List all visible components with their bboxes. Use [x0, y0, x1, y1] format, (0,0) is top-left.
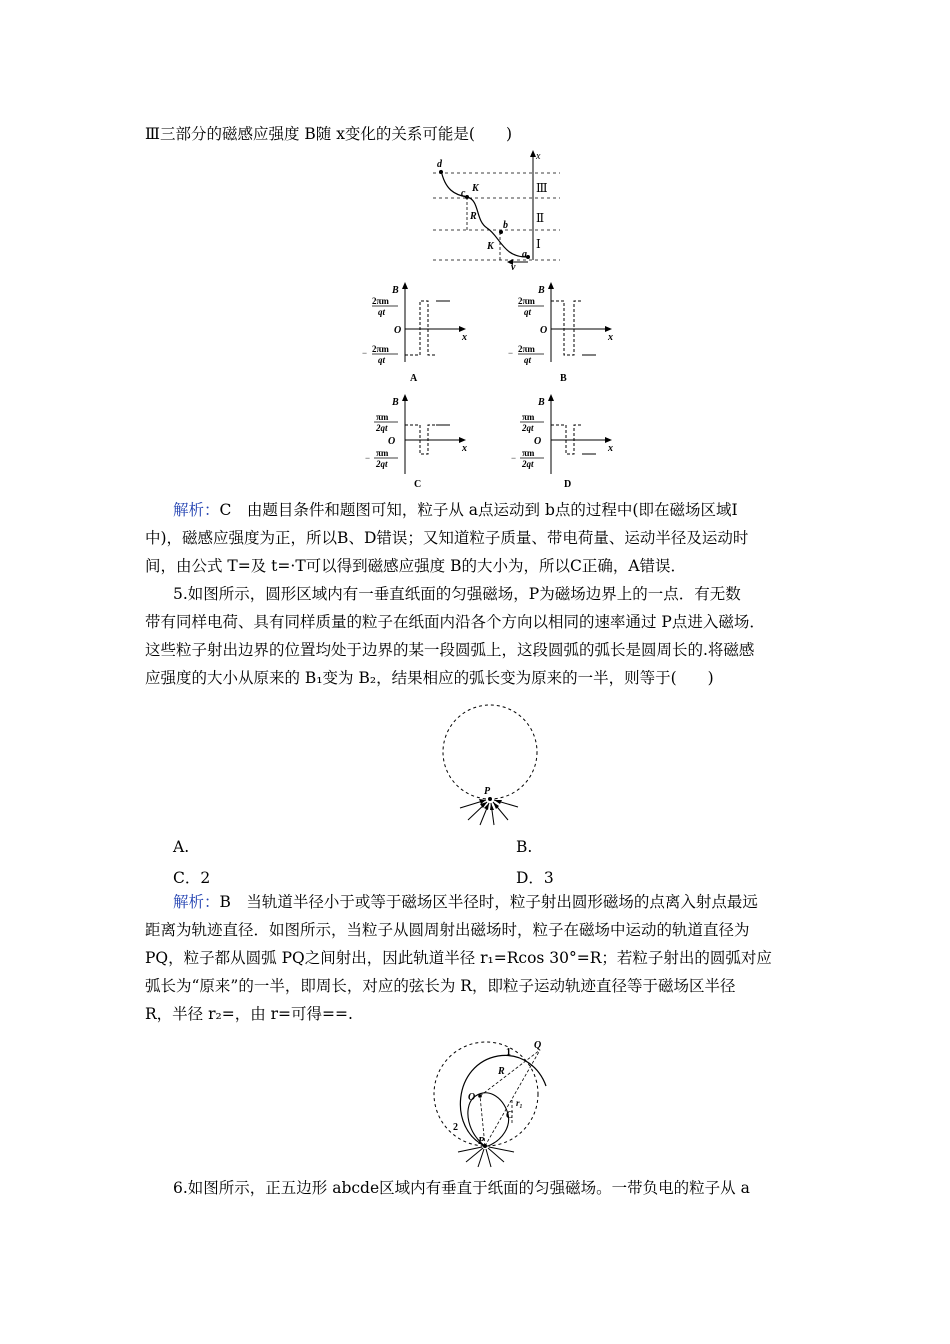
svg-text:x: x — [608, 332, 613, 343]
point-c: C — [506, 1110, 513, 1121]
svg-text:−: − — [508, 348, 514, 358]
svg-text:πm: πm — [376, 412, 389, 422]
svg-text:2πm: 2πm — [518, 344, 535, 354]
region-2-label: Ⅱ — [536, 211, 545, 225]
svg-text:qt: qt — [378, 307, 386, 317]
ans5-line-3: PQ，粒子都从圆弧 PQ之间射出，因此轨道半径 r₁=Rcos 30°=R；若粒子射出的圆弧对应 — [145, 949, 772, 967]
label-2: 2 — [453, 1122, 458, 1133]
circle-trajectory-figure — [428, 1034, 558, 1168]
svg-text:πm: πm — [522, 412, 535, 422]
caption-c: C — [414, 479, 422, 490]
svg-text:πm: πm — [376, 448, 389, 458]
caption-d: D — [564, 479, 572, 490]
caption-a: A — [410, 373, 418, 384]
svg-text:−: − — [365, 453, 371, 463]
svg-text:qt: qt — [524, 307, 532, 317]
svg-text:πm: πm — [522, 448, 535, 458]
graph-d — [508, 394, 628, 490]
trajectory-figure — [425, 150, 565, 272]
svg-text:x: x — [462, 332, 467, 343]
svg-text:O: O — [394, 325, 402, 336]
label-r: R — [470, 211, 477, 222]
svg-text:−: − — [511, 453, 517, 463]
field-boundary — [434, 1042, 538, 1146]
circle-figure — [430, 700, 550, 830]
svg-text:−: − — [362, 348, 368, 358]
point-o: O — [468, 1092, 476, 1103]
svg-text:2qt: 2qt — [522, 459, 534, 469]
region-1-label: Ⅰ — [536, 237, 541, 251]
svg-text:O: O — [534, 436, 542, 447]
q5-line-3: 这些粒子射出边界的位置均处于边界的某一段圆弧上，这段圆弧的弧长是圆周长的.将磁感 — [145, 641, 755, 659]
ans4-line-3: 间，由公式 T=及 t=·T可以得到磁感应强度 B的大小为，所以C正确，A错误． — [145, 557, 687, 575]
option-d: D．3 — [516, 869, 554, 887]
answer-label: 解析： — [173, 893, 220, 911]
field-boundary — [443, 705, 537, 799]
svg-text:x: x — [608, 443, 613, 454]
q5-line-1: 5.如图所示，圆形区域内有一垂直纸面的匀强磁场，P为磁场边界上的一点．有无数 — [173, 585, 741, 603]
point-b: b — [503, 220, 508, 231]
label-r: R — [498, 1066, 505, 1077]
label-r1: r₁ — [516, 1098, 523, 1108]
svg-text:qt: qt — [378, 355, 386, 365]
svg-text:2qt: 2qt — [376, 423, 388, 433]
ans4-line-1: 解析：C 由题目条件和题图可知，粒子从 a点运动到 b点的过程中(即在磁场区域Ⅰ — [173, 501, 738, 519]
label-1: 1 — [506, 1047, 511, 1058]
label-k-top: K — [472, 183, 479, 194]
q5-line-4: 应强度的大小从原来的 B₁变为 B₂，结果相应的弧长变为原来的一半，则等于( ) — [145, 669, 714, 687]
point-q: Q — [534, 1040, 542, 1051]
point-p: P — [484, 786, 491, 797]
ans5-line-4: 弧长为“原来”的一半，即周长，对应的弦长为 R，即粒子运动轨迹直径等于磁场区半径 — [145, 977, 736, 995]
q5-line-2: 带有同样电荷、具有同样质量的粒子在纸面内沿各个方向以相同的速率通过 P点进入磁场． — [145, 613, 765, 631]
svg-text:B: B — [392, 397, 399, 408]
q4-stem: Ⅲ三部分的磁感应强度 B随 x变化的关系可能是( ) — [145, 125, 513, 143]
trajectory-curve — [441, 170, 528, 257]
graph-c — [362, 394, 482, 490]
svg-text:O: O — [388, 436, 396, 447]
option-c: C．2 — [173, 869, 211, 887]
svg-text:B: B — [538, 285, 545, 296]
option-a: A. — [173, 838, 190, 856]
ans5-line-5: R，半径 r₂=，由 r=可得==. — [145, 1005, 353, 1023]
x-axis-label: x — [536, 151, 541, 162]
svg-text:qt: qt — [524, 355, 532, 365]
point-d: d — [437, 159, 442, 170]
point-c: c — [461, 188, 466, 199]
graph-b — [508, 282, 628, 384]
graph-a — [362, 282, 482, 384]
svg-text:2πm: 2πm — [518, 296, 535, 306]
svg-text:B: B — [392, 285, 399, 296]
point-a: a — [522, 249, 527, 260]
svg-text:O: O — [540, 325, 548, 336]
region-3-label: Ⅲ — [536, 181, 548, 195]
caption-b: B — [560, 373, 567, 384]
point-p: P — [478, 1136, 485, 1147]
ans4-line-2: 中)，磁感应强度为正，所以B、D错误；又知道粒子质量、带电荷量、运动半径及运动时 — [145, 529, 749, 547]
label-k-bottom: K — [487, 241, 494, 252]
answer-label: 解析： — [173, 501, 220, 519]
svg-text:2πm: 2πm — [372, 296, 389, 306]
svg-text:2qt: 2qt — [522, 423, 534, 433]
svg-text:x: x — [462, 443, 467, 454]
svg-text:2qt: 2qt — [376, 459, 388, 469]
svg-text:2πm: 2πm — [372, 344, 389, 354]
velocity-label: v — [511, 262, 516, 272]
ans5-line-2: 距离为轨迹直径．如图所示，当粒子从圆周射出磁场时，粒子在磁场中运动的轨道直径为 — [145, 921, 750, 939]
svg-text:B: B — [538, 397, 545, 408]
option-b: B. — [516, 838, 533, 856]
q6-line-1: 6.如图所示，正五边形 abcde区域内有垂直于纸面的匀强磁场。一带负电的粒子从 a — [173, 1179, 750, 1197]
ans5-line-1: 解析：B 当轨道半径小于或等于磁场区半径时，粒子射出圆形磁场的点离入射点最远 — [173, 893, 758, 911]
